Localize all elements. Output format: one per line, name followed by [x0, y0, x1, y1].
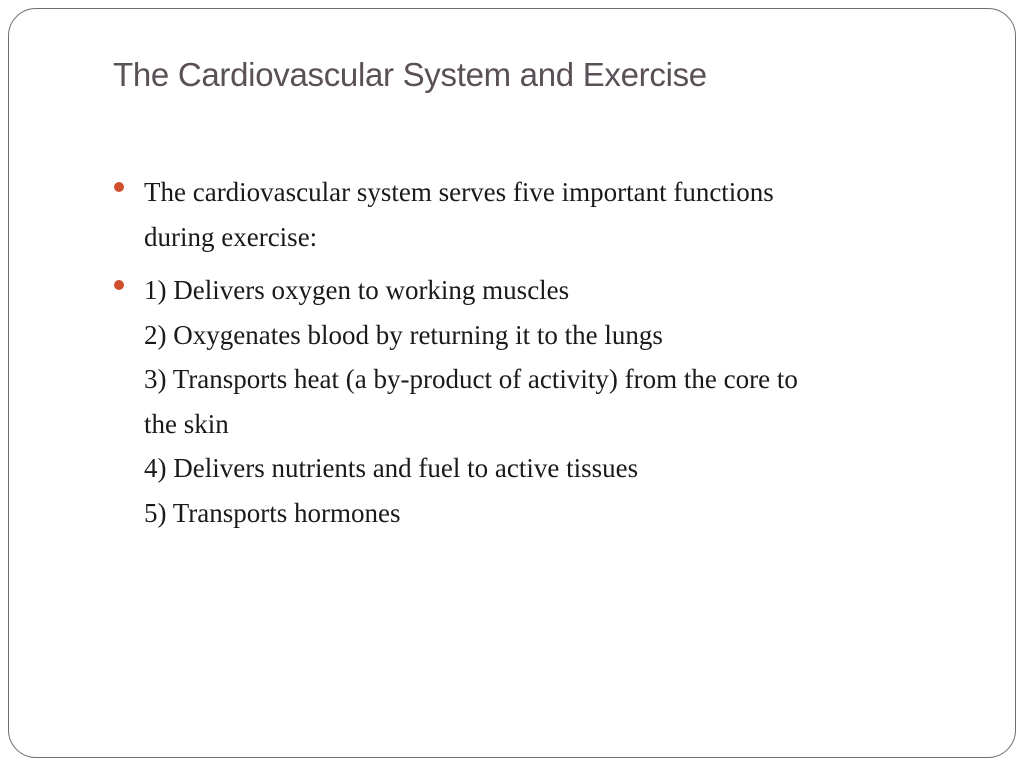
bullet-text-line: The cardiovascular system serves five important functions: [144, 177, 774, 207]
function-item-2: 2) Oxygenates blood by returning it to the lungs: [144, 319, 663, 350]
bullet-dot-icon: [114, 182, 124, 192]
function-item-5: 5) Transports hormones: [144, 497, 401, 528]
bullet-text-line: during exercise:: [144, 221, 318, 252]
slide-body: [114, 170, 964, 544]
function-item-3-continued: the skin: [144, 408, 229, 439]
function-item-1: 1) Delivers oxygen to working muscles: [144, 275, 570, 305]
bullet-item: [114, 170, 964, 259]
function-item-3: 3) Transports heat (a by-product of activity) from the core to: [144, 364, 798, 394]
bullet-dot-icon: [114, 280, 124, 290]
bullet-item: [114, 268, 964, 535]
slide-title: The Cardiovascular System and Exercise: [113, 56, 707, 93]
function-item-4: 4) Delivers nutrients and fuel to active tissues: [144, 453, 639, 483]
